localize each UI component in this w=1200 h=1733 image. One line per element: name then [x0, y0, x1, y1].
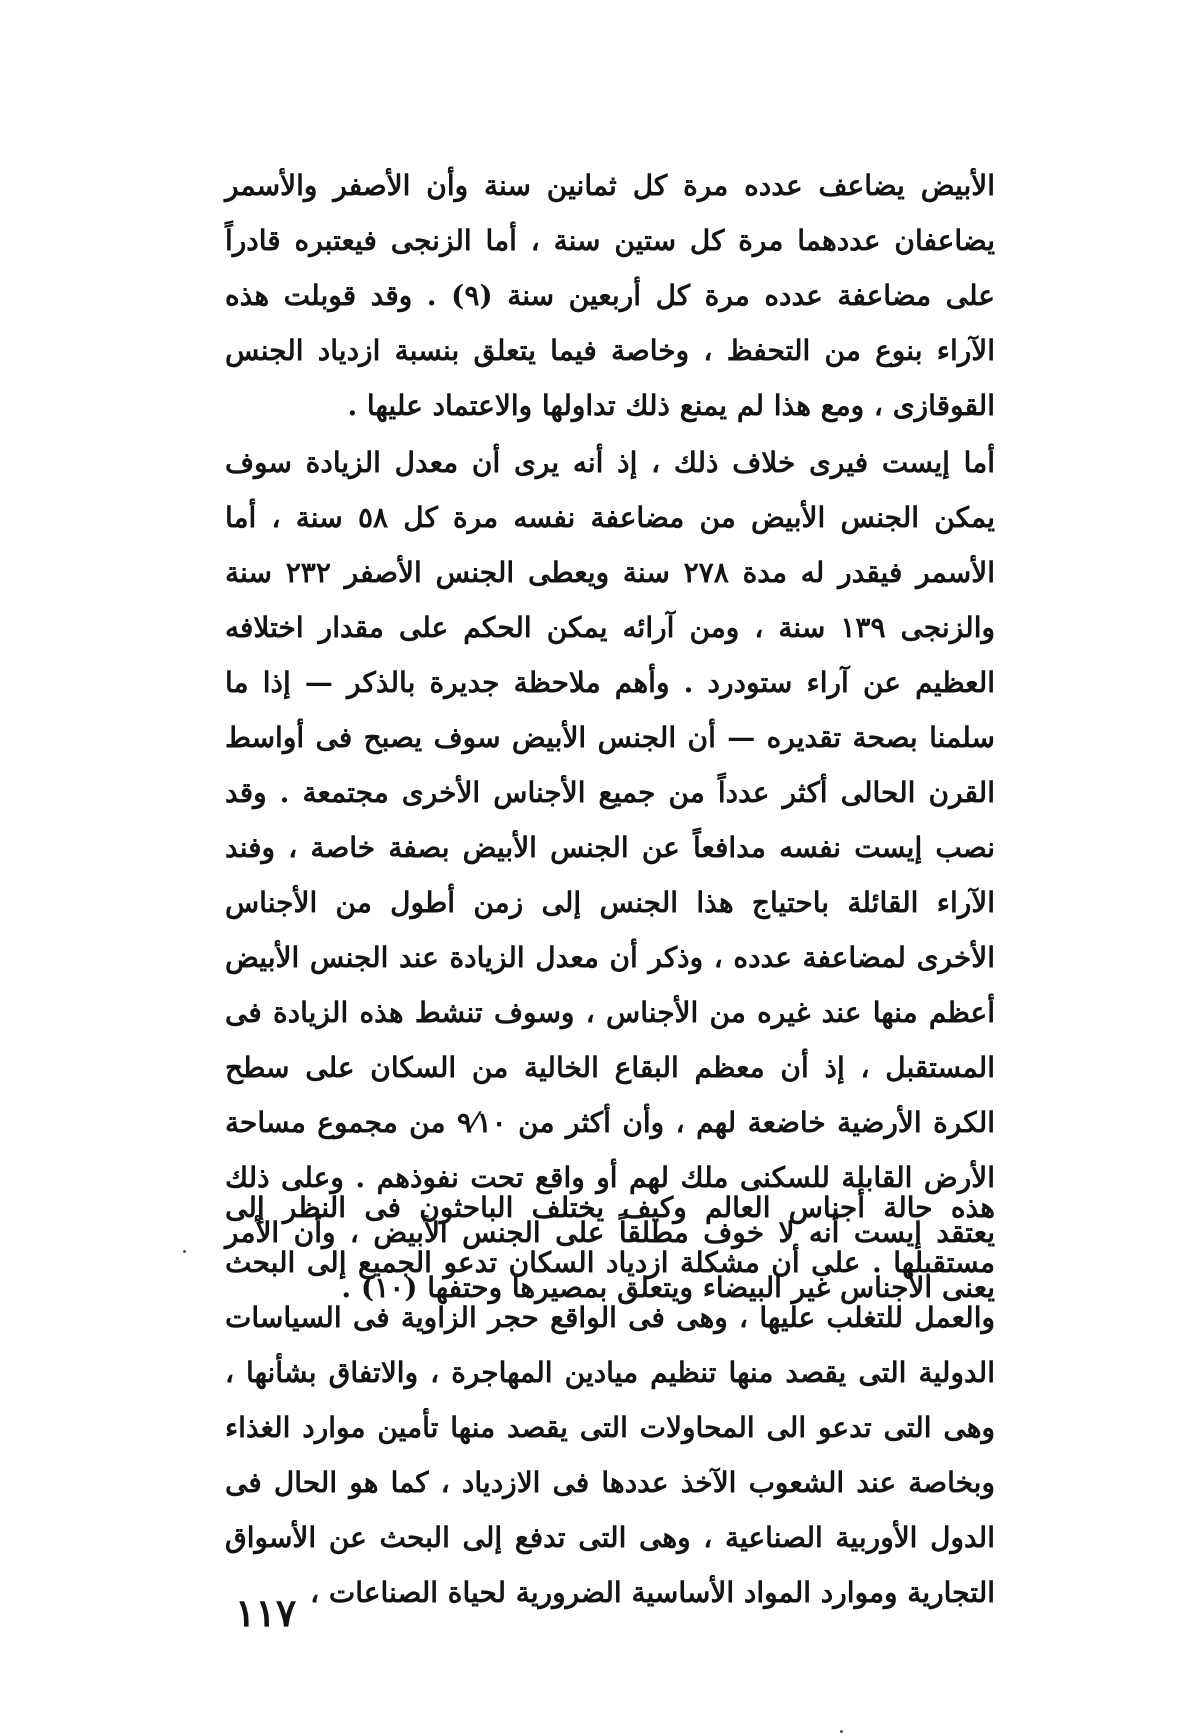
paragraph-2-text: أما إيست فيرى خلاف ذلك ، إذ أنه يرى أن معدل الزيادة سوف يمكن الجنس الأبيض من مضاعفة نفسه مرة كل ٥٨ سنة ، أما الأسمر فيقدر له مدة ٢٧٨ سنة ويعطى الجنس الأصفر ٢٣٢ سنة والزنجى ١٣٩ سنة ، ومن آرائه يمكن الحكم على مقدار اختلافه العظيم عن آراء ستودرد . وأهم ملاحظة جديرة بالذكر — إذا ما سلمنا بصحة تقديره — أن الجنس الأبيض سوف يصبح فى أواسط القرن الحالى أكثر عدداً من جميع الأجناس الأخرى مجتمعة . وقد نصب إيست نفسه مدافعاً عن الجنس الأبيض بصفة خاصة ، وفند الآراء القائلة باحتياج هذا الجنس إلى زمن أطول من الأجناس الأخرى لمضاعفة عدده ، وذكر أن معدل الزيادة عند الجنس الأبيض أعظم منها عند غيره من الأجناس ، وسوف تنشط هذه الزيادة فى المستقبل ، إذ أن معظم البقاع الخالية من السكان على سطح الكرة الأرضية خاضعة لهم ، وأن أكثر من ٩⁄١٠ من مجموع مساحة الأرض القابلة للسكنى ملك لهم أو واقع تحت نفوذهم . وعلى ذلك يعتقد إيست أنه لا خوف مطلقاً على الجنس الأبيض ، وأن الأمر يعنى الأجناس غير البيضاء ويتعلق بمصيرها وحتفها (١٠) .: [225, 446, 996, 1304]
paragraph-3-text: هذه حالة أجناس العالم وكيف يختلف الباحثون فى النظر إلى مستقبلها . على أن مشكلة ازدياد السكان تدعو الجميع إلى البحث والعمل للتغلب عليها ، وهى فى الواقع حجر الزاوية فى السياسات الدولية التى يقصد منها تنظيم ميادين المهاجرة ، والاتفاق بشأنها ، وهى التى تدعو الى المحاولات التى يقصد منها تأمين موارد الغذاء وبخاصة عند الشعوب الآخذ عددها فى الازدياد ، كما هو الحال فى الدول الأوربية الصناعية ، وهى التى تدفع إلى البحث عن الأسواق التجارية وموارد المواد الأساسية الضرورية لحياة الصناعات ،: [225, 1191, 995, 1609]
paragraph-1: [225, 158, 995, 433]
paragraph-1-text: الأبيض يضاعف عدده مرة كل ثمانين سنة وأن الأصفر والأسمر يضاعفان عددهما مرة كل ستين سنة ، أما الزنجى فيعتبره قادراً على مضاعفة عدده مرة كل أربعين سنة (٩) . وقد قوبلت هذه الآراء بنوع من التحفظ ، وخاصة فيما يتعلق بنسبة ازدياد الجنس القوقازى ، ومع هذا لم يمنع ذلك تداولها والاعتماد عليها .: [225, 169, 995, 422]
page-number: ١١٧: [235, 1590, 297, 1635]
paragraph-3: [225, 1180, 995, 1620]
scan-speck: [183, 1250, 186, 1253]
